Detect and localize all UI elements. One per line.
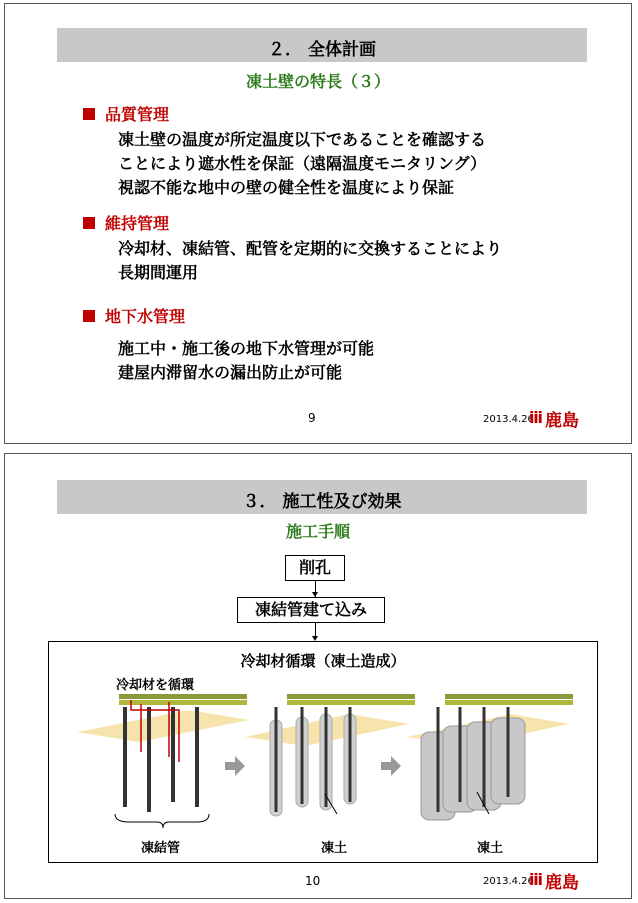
section-body-maintenance <box>118 237 502 285</box>
kajima-mark-icon: ⅲ <box>529 408 543 427</box>
coolant-circulation-box <box>48 641 598 863</box>
page-number: 9 <box>308 411 316 425</box>
body-line: 長期間運用 <box>118 263 199 282</box>
kajima-logo-text: 鹿島 <box>545 873 579 893</box>
panel-pipes-only <box>77 694 249 828</box>
step-coolant-circulation-label: 冷却材循環（凍土造成） <box>240 652 406 670</box>
panel-frozen-soil-forming <box>245 694 415 816</box>
body-line: ことにより遮水性を保証（遠隔温度モニタリング） <box>118 154 487 173</box>
panel-frozen-wall <box>407 694 573 820</box>
step-pipe-installation-label: 凍結管建て込み <box>254 600 367 619</box>
freeze-pipe-illustration <box>49 642 597 862</box>
frozen-soil-label: 凍土 <box>321 841 348 856</box>
slide-subtitle: 凍土壁の特長（３） <box>245 72 390 91</box>
kajima-logo <box>529 868 599 893</box>
section-body-groundwater <box>118 337 374 385</box>
body-line: 冷却材、凍結管、配管を定期的に交換することにより <box>118 239 503 258</box>
arrow-right-icon <box>381 756 401 776</box>
freeze-pipe-label: 凍結管 <box>141 841 181 856</box>
title-bar <box>57 480 587 514</box>
bullet-square-icon <box>83 310 95 322</box>
kajima-mark-icon: ⅲ <box>529 870 543 889</box>
step-drilling-box <box>285 555 345 581</box>
page-number: 10 <box>305 874 321 888</box>
bullet-square-icon <box>83 217 95 229</box>
slide-title: ２． 全体計画 <box>268 40 376 60</box>
flow-connector <box>315 623 316 637</box>
slide-9 <box>4 3 632 444</box>
slide-title: ３． 施工性及び効果 <box>242 492 402 512</box>
body-line: 視認不能な地中の壁の健全性を温度により保証 <box>118 178 455 197</box>
frozen-soil-label: 凍土 <box>477 841 504 856</box>
section-body-quality <box>118 128 486 200</box>
step-drilling-label: 削孔 <box>298 558 331 577</box>
section-heading-quality: 品質管理 <box>105 105 170 124</box>
circulation-label: 冷却材を循環 <box>116 678 195 693</box>
title-bar <box>57 28 587 62</box>
bullet-square-icon <box>83 108 95 120</box>
date-label: 2013.4.26 <box>483 876 534 887</box>
kajima-logo-text: 鹿島 <box>545 411 579 431</box>
slide-subtitle: 施工手順 <box>285 522 350 541</box>
arrow-right-icon <box>225 756 245 776</box>
slide-10 <box>4 453 632 899</box>
body-line: 施工中・施工後の地下水管理が可能 <box>118 339 375 358</box>
body-line: 凍土壁の温度が所定温度以下であることを確認する <box>118 130 487 149</box>
section-heading-groundwater: 地下水管理 <box>105 307 186 326</box>
kajima-logo <box>529 406 599 431</box>
section-heading-maintenance: 維持管理 <box>105 214 170 233</box>
date-label: 2013.4.26 <box>483 414 534 425</box>
body-line: 建屋内滞留水の漏出防止が可能 <box>118 363 343 382</box>
step-pipe-installation-box <box>237 597 385 623</box>
